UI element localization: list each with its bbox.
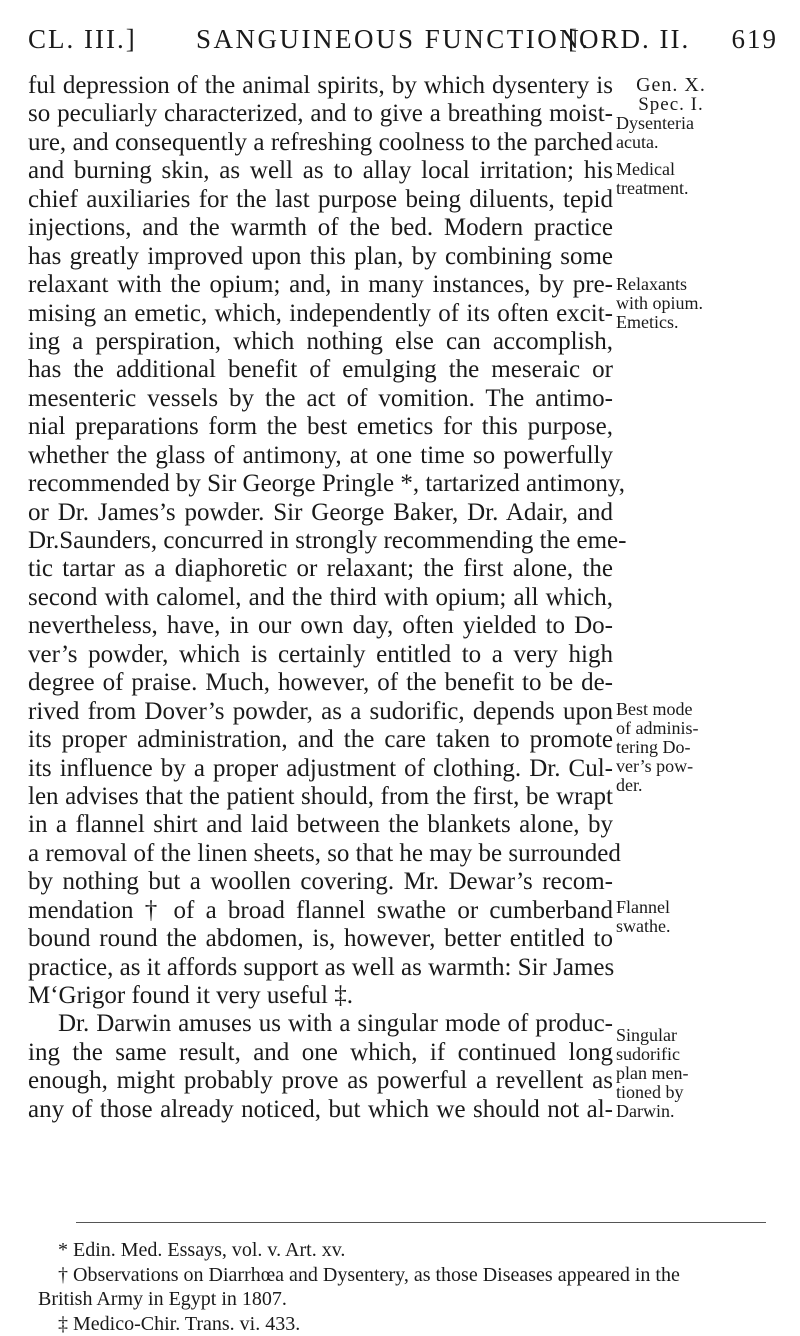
margin-note-line: Flannel — [616, 898, 796, 917]
footnote: ‡ Medico-Chir. Trans. vi. 433. — [58, 1312, 758, 1336]
text-line: len advises that the patient should, from the first, be wrapt — [28, 783, 613, 811]
margin-note-line: Singular — [616, 1026, 796, 1045]
margin-note-classification — [616, 76, 796, 152]
text-line: in a flannel shirt and laid between the blankets alone, by — [28, 811, 613, 839]
margin-note-line: Darwin. — [616, 1102, 796, 1121]
text-line: nial preparations form the best emetics for this purpose, — [28, 413, 613, 441]
text-line: mesenteric vessels by the act of vomition. The antimo- — [28, 385, 613, 413]
text-line: mendation † of a broad flannel swathe or cumberband — [28, 897, 613, 925]
text-line: recommended by Sir George Pringle *, tartarized antimony, — [28, 470, 613, 498]
margin-note-line: tioned by — [616, 1083, 796, 1102]
main-text — [28, 72, 613, 1124]
margin-note-line: Dysenteria — [616, 114, 796, 133]
text-line: by nothing but a woollen covering. Mr. Dewar’s recom- — [28, 868, 613, 896]
margin-note-line: der. — [616, 776, 796, 795]
footnote: † Observations on Diarrhœa and Dysentery, as those Diseases appeared in the — [58, 1263, 758, 1288]
text-line: relaxant with the opium; and, in many instances, by pre- — [28, 271, 613, 299]
text-line: rived from Dover’s powder, as a sudorific, depends upon — [28, 698, 613, 726]
margin-note-line: with opium. — [616, 294, 796, 313]
text-line: has greatly improved upon this plan, by combining some — [28, 243, 613, 271]
footnote-continuation: British Army in Egypt in 1807. — [38, 1287, 758, 1312]
text-line: bound round the abdomen, is, however, better entitled to — [28, 925, 613, 953]
order-label: [ORD. II. — [568, 24, 690, 55]
margin-note-flannel — [616, 898, 796, 936]
margin-note-line: treatment. — [616, 179, 796, 198]
chapter-title: SANGUINEOUS FUNCTION. — [196, 24, 591, 55]
class-label: CL. III.] — [28, 24, 137, 55]
text-line: a removal of the linen sheets, so that he may be surrounded — [28, 840, 613, 868]
margin-note-line: Gen. X. — [616, 76, 726, 95]
text-line: chief auxiliaries for the last purpose being diluents, tepid — [28, 186, 613, 214]
text-line: or Dr. James’s powder. Sir George Baker, Dr. Adair, and — [28, 499, 613, 527]
margin-note-line: acuta. — [616, 133, 796, 152]
margin-note-line: Best mode — [616, 700, 796, 719]
text-line: degree of praise. Much, however, of the benefit to be de- — [28, 669, 613, 697]
margin-note-line: Relaxants — [616, 275, 796, 294]
margin-note-line: Spec. I. — [616, 95, 726, 114]
margin-note-relaxants — [616, 275, 796, 332]
margin-note-line: Medical — [616, 160, 796, 179]
text-line: ing a perspiration, which nothing else can accomplish, — [28, 328, 613, 356]
footnote-rule — [76, 1222, 766, 1223]
text-line: mising an emetic, which, independently of its often excit- — [28, 300, 613, 328]
footnotes — [58, 1238, 758, 1336]
text-line: enough, might probably prove as powerful a revellent as — [28, 1067, 613, 1095]
margin-note-line: tering Do- — [616, 738, 796, 757]
text-line: ver’s powder, which is certainly entitled to a very high — [28, 641, 613, 669]
running-head — [28, 24, 778, 64]
margin-note-line: plan men- — [616, 1064, 796, 1083]
text-line: nevertheless, have, in our own day, often yielded to Do- — [28, 612, 613, 640]
text-line: whether the glass of antimony, at one time so powerfully — [28, 442, 613, 470]
text-line: ure, and consequently a refreshing coolness to the parched — [28, 129, 613, 157]
text-line: practice, as it affords support as well as warmth: Sir James — [28, 954, 613, 982]
text-line: its influence by a proper adjustment of clothing. Dr. Cul- — [28, 755, 613, 783]
text-line: ful depression of the animal spirits, by which dysentery is — [28, 72, 613, 100]
text-line: any of those already noticed, but which we should not al- — [28, 1096, 613, 1124]
margin-note-line: sudorific — [616, 1045, 796, 1064]
margin-note-best-mode — [616, 700, 796, 795]
margin-note-singular — [616, 1026, 796, 1121]
margin-note-line: Emetics. — [616, 313, 796, 332]
text-line: ing the same result, and one which, if continued long — [28, 1039, 613, 1067]
margin-note-line: swathe. — [616, 917, 796, 936]
text-line: its proper administration, and the care taken to promote — [28, 726, 613, 754]
margin-note-medical-treatment — [616, 160, 796, 198]
page-number: 619 — [732, 24, 779, 55]
footnote: * Edin. Med. Essays, vol. v. Art. xv. — [58, 1238, 758, 1263]
text-line: so peculiarly characterized, and to give a breathing moist- — [28, 100, 613, 128]
text-line: second with calomel, and the third with opium; all which, — [28, 584, 613, 612]
margin-note-line: of adminis- — [616, 719, 796, 738]
text-line: tic tartar as a diaphoretic or relaxant; the first alone, the — [28, 555, 613, 583]
margin-note-line: ver’s pow- — [616, 757, 796, 776]
text-line: injections, and the warmth of the bed. Modern practice — [28, 214, 613, 242]
text-line: Dr.Saunders, concurred in strongly recommending the eme- — [28, 527, 613, 555]
text-line: Dr. Darwin amuses us with a singular mode of produc- — [28, 1010, 613, 1038]
text-line: and burning skin, as well as to allay local irritation; his — [28, 157, 613, 185]
text-line: has the additional benefit of emulging the meseraic or — [28, 356, 613, 384]
text-line: M‘Grigor found it very useful ‡. — [28, 982, 613, 1010]
